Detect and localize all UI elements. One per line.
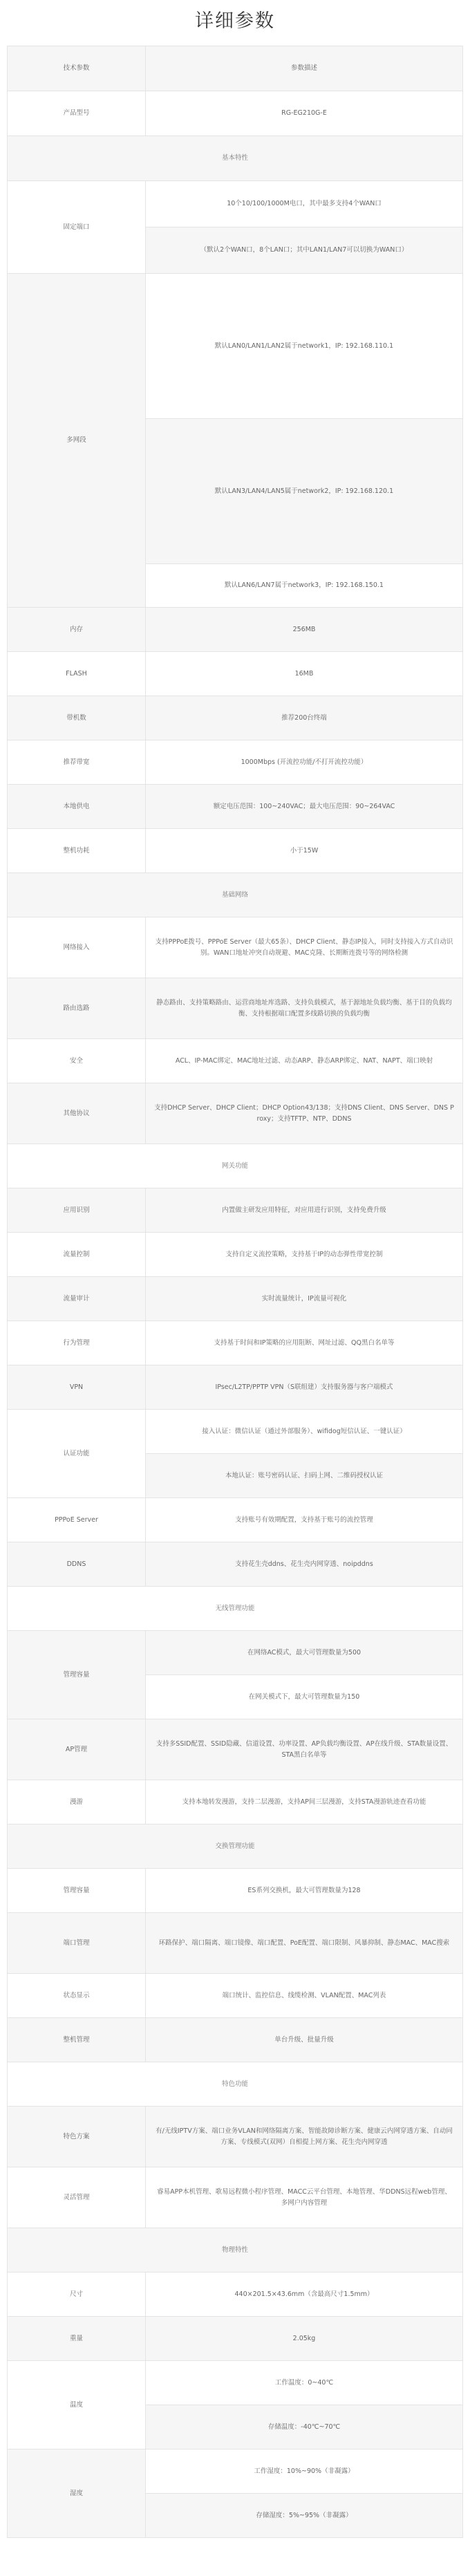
row-value: 在网络AC模式，最大可管理数量为500 <box>146 1631 463 1675</box>
row-value: 存储湿度：5%~95%（非凝露） <box>146 2494 463 2538</box>
page-title: 详细参数 <box>195 10 275 32</box>
table-row <box>8 2018 463 2062</box>
row-label: 尺寸 <box>8 2272 146 2317</box>
row-label: 认证功能 <box>8 1410 146 1498</box>
section-title: 基础网络 <box>8 873 463 917</box>
section-row <box>8 2228 463 2272</box>
table-row <box>8 1039 463 1083</box>
section-title: 网关功能 <box>8 1144 463 1188</box>
row-label: 路由选路 <box>8 978 146 1039</box>
table-row <box>8 1321 463 1365</box>
table-row <box>8 740 463 785</box>
row-value: 支持PPPoE拨号、PPPoE Server（最大65条）、DHCP Client、静态IP接入，同时支持接入方式自动识别。WAN口地址冲突自动规避、MAC克隆、长期断连拨号等的网络检测 <box>146 917 463 978</box>
row-label: 行为管理 <box>8 1321 146 1365</box>
row-label: VPN <box>8 1365 146 1410</box>
section-row <box>8 1144 463 1188</box>
table-row <box>8 46 463 91</box>
table-row <box>8 1277 463 1321</box>
table-row <box>8 1869 463 1913</box>
row-label: 安全 <box>8 1039 146 1083</box>
row-value: 有/无线IPTV方案、端口业务VLAN和网络隔离方案、智能故障诊断方案、健康云内网穿透方案、自动同方案、专线模式(双网）自相提上网方案、花生壳内网穿透 <box>146 2107 463 2167</box>
row-label: AP管理 <box>8 1719 146 1780</box>
section-title: 特色功能 <box>8 2062 463 2107</box>
table-row <box>8 1631 463 1675</box>
row-value: IPsec/L2TP/PPTP VPN（S联组建）支持服务器与客户端模式 <box>146 1365 463 1410</box>
table-row <box>8 1410 463 1454</box>
row-label: DDNS <box>8 1542 146 1587</box>
row-label: 应用识别 <box>8 1188 146 1233</box>
table-row <box>8 1498 463 1542</box>
table-row <box>8 829 463 873</box>
row-value: 1000Mbps (开流控功能/不打开流控功能） <box>146 740 463 785</box>
row-value: 额定电压范围：100~240VAC；最大电压范围：90~264VAC <box>146 785 463 829</box>
row-label: 状态显示 <box>8 1974 146 2018</box>
table-row <box>8 2167 463 2228</box>
table-row <box>8 1719 463 1780</box>
table-row <box>8 2449 463 2494</box>
row-value: 默认LAN6/LAN7属于network3，IP: 192.168.150.1 <box>146 564 463 608</box>
row-value: 内置做主研发应用特征，对应用进行识别，支持免费升级 <box>146 1188 463 1233</box>
row-value: 支持自定义流控策略，支持基于IP的动态弹性带宽控制 <box>146 1233 463 1277</box>
row-label: 网络接入 <box>8 917 146 978</box>
row-label: 流量控制 <box>8 1233 146 1277</box>
row-value: 推荐200台终端 <box>146 696 463 740</box>
table-row <box>8 652 463 696</box>
row-value: 在网关模式下，最大可管理数量为150 <box>146 1675 463 1719</box>
row-value: ES系列交换机，最大可管理数量为128 <box>146 1869 463 1913</box>
row-label: 管理容量 <box>8 1631 146 1719</box>
table-row <box>8 608 463 652</box>
section-title: 物理特性 <box>8 2228 463 2272</box>
row-label: 产品型号 <box>8 91 146 136</box>
row-label: 带机数 <box>8 696 146 740</box>
table-row <box>8 1913 463 1974</box>
row-value: 16MB <box>146 652 463 696</box>
row-label: 端口管理 <box>8 1913 146 1974</box>
row-value: 默认LAN0/LAN1/LAN2属于network1，IP: 192.168.110.1 <box>146 274 463 419</box>
row-value: 小于15W <box>146 829 463 873</box>
row-label: 温度 <box>8 2361 146 2449</box>
row-value: 支持账号有效期配置，支持基于账号的流控管理 <box>146 1498 463 1542</box>
table-row <box>8 1542 463 1587</box>
section-title: 交换管理功能 <box>8 1824 463 1869</box>
row-value: 接入认证：微信认证（通过外部服务）、wifidog短信认证、一键认证） <box>146 1410 463 1454</box>
section-row <box>8 873 463 917</box>
table-row <box>8 1233 463 1277</box>
row-value: 440×201.5×43.6mm（含最高尺寸1.5mm） <box>146 2272 463 2317</box>
row-value: 单台升级、批量升级 <box>146 2018 463 2062</box>
row-label: 固定端口 <box>8 181 146 274</box>
table-row <box>8 1083 463 1144</box>
row-value: 支持DHCP Server、DHCP Client；DHCP Option43/138；支持DNS Client、DNS Server、DNS Proxy；支持TFTP、NTP、DDNS <box>146 1083 463 1144</box>
row-label: 湿度 <box>8 2449 146 2538</box>
table-row <box>8 91 463 136</box>
row-label: 特色方案 <box>8 2107 146 2167</box>
table-row <box>8 917 463 978</box>
row-value: 端口统计、监控信息、线缆检测、VLAN配置、MAC列表 <box>146 1974 463 2018</box>
table-row <box>8 1780 463 1824</box>
section-row <box>8 2062 463 2107</box>
section-row <box>8 136 463 181</box>
row-value: RG-EG210G-E <box>146 91 463 136</box>
table-row <box>8 696 463 740</box>
table-row <box>8 2107 463 2167</box>
row-label: FLASH <box>8 652 146 696</box>
section-title: 基本特性 <box>8 136 463 181</box>
table-row <box>8 785 463 829</box>
row-value: 默认LAN3/LAN4/LAN5属于network2，IP: 192.168.120.1 <box>146 419 463 564</box>
row-label: 其他协议 <box>8 1083 146 1144</box>
row-value: 睿易APP本机管理、歌易远程微小程序管理、MACC云平台管理、本地管理、华DDNS远程web管理、多网户内容管理 <box>146 2167 463 2228</box>
table-row <box>8 2361 463 2405</box>
row-value: 支持本地转发漫游，支持二层漫游，支持AP间三层漫游，支持STA漫游轨迹查看功能 <box>146 1780 463 1824</box>
row-label: 本地供电 <box>8 785 146 829</box>
row-value: 支持多SSID配置、SSID隐藏、信道设置、功率设置、AP负载均衡设置、AP在线升级、STA数量设置、STA黑白名单等 <box>146 1719 463 1780</box>
table-row <box>8 1974 463 2018</box>
row-label: PPPoE Server <box>8 1498 146 1542</box>
table-row <box>8 181 463 227</box>
row-label: 推荐带宽 <box>8 740 146 785</box>
row-value: 实时流量统计，IP流量可视化 <box>146 1277 463 1321</box>
table-row <box>8 2272 463 2317</box>
row-value: ACL、IP-MAC绑定、MAC地址过滤、动态ARP、静态ARP绑定、NAT、NAPT、端口映射 <box>146 1039 463 1083</box>
table-row <box>8 274 463 419</box>
table-row <box>8 1188 463 1233</box>
section-row <box>8 1824 463 1869</box>
row-value: （默认2个WAN口，8个LAN口；其中LAN1/LAN7可以切换为WAN口） <box>146 227 463 274</box>
table-row <box>8 1365 463 1410</box>
row-label: 管理容量 <box>8 1869 146 1913</box>
row-label: 整机功耗 <box>8 829 146 873</box>
header-desc: 参数描述 <box>146 46 463 91</box>
row-label: 漫游 <box>8 1780 146 1824</box>
row-value: 256MB <box>146 608 463 652</box>
header-param: 技术参数 <box>8 46 146 91</box>
row-label: 流量审计 <box>8 1277 146 1321</box>
row-value: 支持花生壳ddns、花生壳内网穿透、noipddns <box>146 1542 463 1587</box>
row-label: 灵活管理 <box>8 2167 146 2228</box>
row-label: 整机管理 <box>8 2018 146 2062</box>
row-value: 支持基于时间和IP策略的应用阻断、网址过滤、QQ黑白名单等 <box>146 1321 463 1365</box>
row-value: 环路保护、端口隔离、端口镜像、端口配置、PoE配置、端口限制、风暴抑制、静态MAC、MAC搜索 <box>146 1913 463 1974</box>
row-value: 存储温度：-40℃~70℃ <box>146 2405 463 2449</box>
row-value: 10个10/100/1000M电口，其中最多支持4个WAN口 <box>146 181 463 227</box>
row-label: 重量 <box>8 2317 146 2361</box>
row-label: 内存 <box>8 608 146 652</box>
section-title: 无线管理功能 <box>8 1587 463 1631</box>
table-row <box>8 2317 463 2361</box>
row-value: 静态路由、支持策略路由、运营商地址库选路、支持负载模式，基于源地址负载均衡、基于目的负载均衡、支持根据端口配置多线路切换的负载均衡 <box>146 978 463 1039</box>
row-value: 本地认证：账号密码认证、扫码上网、二维码授权认证 <box>146 1454 463 1498</box>
row-value: 2.05kg <box>146 2317 463 2361</box>
table-row <box>8 978 463 1039</box>
spec-table <box>7 46 463 2538</box>
section-row <box>8 1587 463 1631</box>
row-value: 工作温度：0~40℃ <box>146 2361 463 2405</box>
row-value: 工作湿度：10%~90%（非凝露） <box>146 2449 463 2494</box>
row-label: 多网段 <box>8 274 146 608</box>
